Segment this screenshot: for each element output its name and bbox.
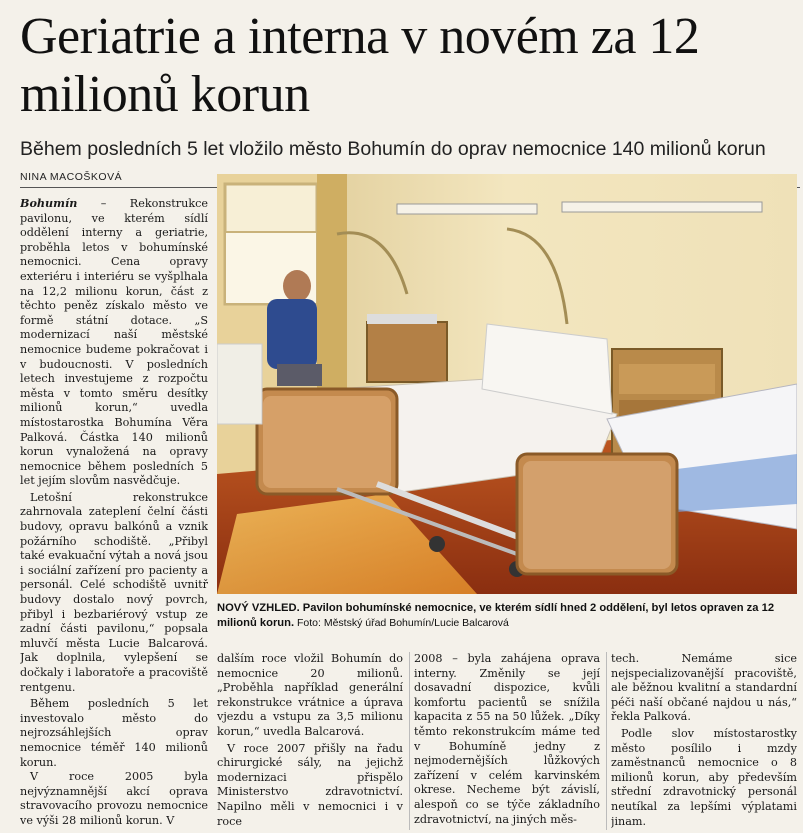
column-divider xyxy=(409,652,410,830)
paragraph-4: V roce 2005 byla nejvýznamnější akcí oprava stravovacího provozu nemocnice ve výši 28 milionů korun. V xyxy=(20,770,208,827)
column-divider xyxy=(606,652,607,830)
headline: Geriatrie a interna v novém za 12 milionů korun xyxy=(20,8,700,123)
article-column-c xyxy=(414,652,600,830)
article-column-left xyxy=(20,196,208,828)
subheadline: Během posledních 5 let vložilo město Bohumín do oprav nemocnice 140 milionů korun xyxy=(20,138,766,160)
paragraph-1 xyxy=(20,196,208,489)
col-c-paragraph-1: 2008 – byla zahájena oprava interny. Změnily se její dosavadní dispozice, kvůli komfortu pacientů se snížila kapacita z 55 na 50 lůžek. „Díky těmto rekonstrukcím máme teď v Bohumíně jedny z nejmodernějších lůžkových zařízení v celém karvinském okrese. Necheme být závislí, alespoň co se týče základního zdravotnictví, na jiných měs- xyxy=(414,652,600,826)
photo-credit: Foto: Městský úřad Bohumín/Lucie Balcarová xyxy=(294,617,509,629)
col-d-paragraph-2: Podle slov místostarostky město posílilo i mzdy zaměstnanců nemocnice o 8 milionů korun, aby především střední zdravotnický personál neutíkal za lepšími výplatami jinam. xyxy=(611,726,797,828)
col-b-paragraph-2: V roce 2007 přišly na řadu chirurgické sály, na jejichž modernizaci přispělo Ministerstvo zdravotnictví. Napilno měli v nemocnici i v roce xyxy=(217,741,403,828)
paragraph-3: Během posledních 5 let investovalo město do nejrozsáhlejších oprav nemocnice téměř 140 milionů korun. xyxy=(20,697,208,769)
dateline-place: Bohumín xyxy=(20,196,78,210)
article-column-d xyxy=(611,652,797,830)
hospital-room-photo xyxy=(217,174,797,594)
caption-lead: NOVÝ VZHLED. xyxy=(217,602,300,614)
article-column-b xyxy=(217,652,403,830)
photo-caption xyxy=(217,601,797,631)
paragraph-2: Letošní rekonstrukce zahrnovala zateplení čelní části budovy, opravu balkónů a vznik požárního schodiště. „Přibyl také evakuační výtah a nová jsou i sociální zařízení pro pacienty a personál. Celé schodiště uvnitř budovy dostalo nový povrch, přibyl i bezbariérový vstup ze zadní části pavilonu,“ popsala mluvčí města Lucie Balcarová. Jak doplnila, vylepšení se dočkaly i laboratoře a pracoviště rentgenu. xyxy=(20,490,208,694)
col-d-paragraph-1: tech. Nemáme sice nejspecializovanější pracoviště, ale běžnou kvalitní a standardní péči naší občané najdou u nás,“ řekla Palková. xyxy=(611,652,797,724)
hospital-room-illustration xyxy=(217,174,797,594)
col-b-paragraph-1: dalším roce vložil Bohumín do nemocnice 20 milionů. „Proběhla například generální rekonstrukce vrátnice a úprava vjezdu a vstupu za 3,5 milionu korun,“ uvedla Balcarová. xyxy=(217,652,403,738)
paragraph-1-text: – Rekonstrukce pavilonu, ve kterém sídlí oddělení interny a geriatrie, proběhla letos v bohumínské nemocnici. Cena opravy exteriéru i interiéru se vyšplhala na 12,2 milionu korun, část z těchto peněz získalo město ve formě státní dotace. „S modernizací naší městské nemocnice budeme pokračovat i v budoucnosti. V posledních letech investujeme z rozpočtu města v tomto směru desítky milionů korun,“ uvedla místostarostka Bohumína Věra Palková. Částka 140 milionů korun vynaložená na opravy nemocnice během posledních 5 let jejím slovům nasvědčuje. xyxy=(20,197,208,488)
caption-text: Pavilon bohumínské nemocnice, ve kterém sídlí hned 2 oddělení, byl letos opraven za 12 milionů korun. xyxy=(217,602,775,629)
byline: NINA MACOŠKOVÁ xyxy=(20,171,123,183)
